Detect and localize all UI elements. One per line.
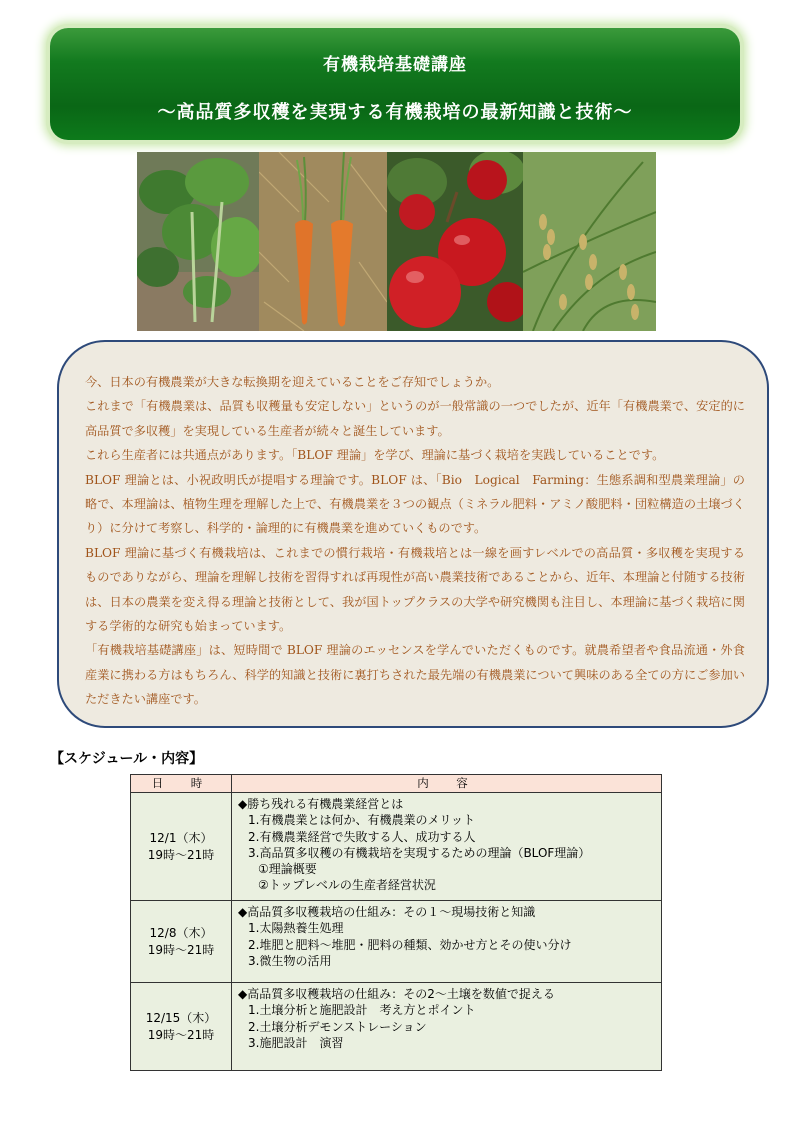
intro-box (57, 340, 769, 728)
session-subitem: ②トップレベルの生産者経営状況 (258, 878, 436, 893)
content-column-header: 内 容 (232, 775, 662, 793)
session-date (131, 901, 232, 983)
date-column-header: 日 時 (131, 775, 232, 793)
schedule-heading: 【スケジュール・内容】 (50, 751, 204, 767)
session-topic: ◆高品質多収穫栽培の仕組み：その１～現場技術と知識 (238, 905, 536, 919)
course-title: 有機栽培基礎講座 (323, 55, 467, 75)
session-day: 12/8（木） (149, 926, 213, 941)
schedule-table (130, 774, 662, 1071)
session-time: 19時～21時 (147, 847, 215, 862)
session-item: 3.施肥設計 演習 (248, 1035, 344, 1050)
table-row (131, 901, 662, 983)
session-content (232, 793, 662, 901)
carrot-photo (259, 152, 387, 331)
session-item: 3.微生物の活用 (248, 953, 332, 968)
session-topic: ◆高品質多収穫栽培の仕組み：その2～土壌を数値で捉える (238, 987, 555, 1001)
session-time: 19時～21時 (147, 1027, 215, 1042)
session-content (232, 901, 662, 983)
session-item: 2.有機農業経営で失敗する人、成功する人 (248, 829, 476, 844)
intro-paragraph: BLOF 理論に基づく有機栽培は、これまでの慣行栽培・有機栽培とは一線を画すレベルでの高品質・多収穫を実現するものでありながら、理論を理解し技術を習得すれば再現性が高い農業技術であることから、近年、本理論と付随する技術は、日本の農業を変え得る理論と技術として、我が国トップクラスの大学や研究機関も注目し、本理論に基づく栽培に関する学術的な研究も始まっています。 (85, 545, 745, 634)
table-row (131, 793, 662, 901)
session-time: 19時～21時 (147, 942, 215, 957)
intro-paragraph: これら生産者には共通点があります。「BLOF 理論」を学び、理論に基づく栽培を実践していることです。 (85, 448, 665, 463)
intro-paragraph: 「有機栽培基礎講座」は、短時間で BLOF 理論のエッセンスを学んでいただくものです。就農希望者や食品流通・外食産業に携わる方はもちろん、科学的知識と技術に裏打ちされた最先端の有機農業について興味のある全ての方にご参加いただきたい講座です。 (85, 643, 745, 707)
session-item: 2.堆肥と肥料～堆肥・肥料の種類、効かせ方とその使い分け (248, 937, 572, 952)
apple-photo (387, 152, 523, 331)
session-item: 1.有機農業とは何か、有機農業のメリット (248, 813, 475, 828)
session-content (232, 983, 662, 1071)
title-banner (50, 28, 740, 140)
session-item: 2.土壌分析デモンストレーション (248, 1019, 427, 1034)
table-row (131, 983, 662, 1071)
session-date (131, 983, 232, 1071)
intro-paragraph: 今、日本の有機農業が大きな転換期を迎えていることをご存知でしょうか。 (85, 375, 500, 389)
session-item: 1.太陽熱養生処理 (248, 921, 344, 936)
intro-paragraph: これまで「有機農業は、品質も収穫量も安定しない」というのが一般常識の一つでしたが、近年「有機農業で、安定的に高品質で多収穫」を実現している生産者が続々と誕生しています。 (85, 399, 745, 438)
session-day: 12/15（木） (145, 1011, 217, 1026)
komatsuna-photo (137, 152, 259, 331)
session-topic: ◆勝ち残れる有機農業経営とは (238, 797, 404, 811)
session-date (131, 793, 232, 901)
table-header-row (131, 775, 662, 793)
session-day: 12/1（木） (149, 831, 213, 846)
session-item: 1.土壌分析と施肥設計 考え方とポイント (248, 1003, 476, 1018)
rice-photo (523, 152, 656, 331)
intro-paragraph: BLOF 理論とは、小祝政明氏が提唱する理論です。BLOF は、「Bio Logical Farming：生態系調和型農業理論」の略で、本理論は、植物生理を理解した上で、有機農業を３つの観点（ミネラル肥料・アミノ酸肥料・団粒構造の土壌づくり）に分けて考察し、科学的・論理的に有機農業を進めていくものです。 (85, 472, 745, 536)
session-item: 3.高品質多収穫の有機栽培を実現するための理論（BLOF理論） (248, 845, 591, 860)
course-subtitle: ～高品質多収穫を実現する有機栽培の最新知識と技術～ (157, 102, 633, 123)
session-subitem: ①理論概要 (258, 862, 317, 877)
photo-strip (137, 152, 656, 331)
intro-text (85, 370, 745, 712)
